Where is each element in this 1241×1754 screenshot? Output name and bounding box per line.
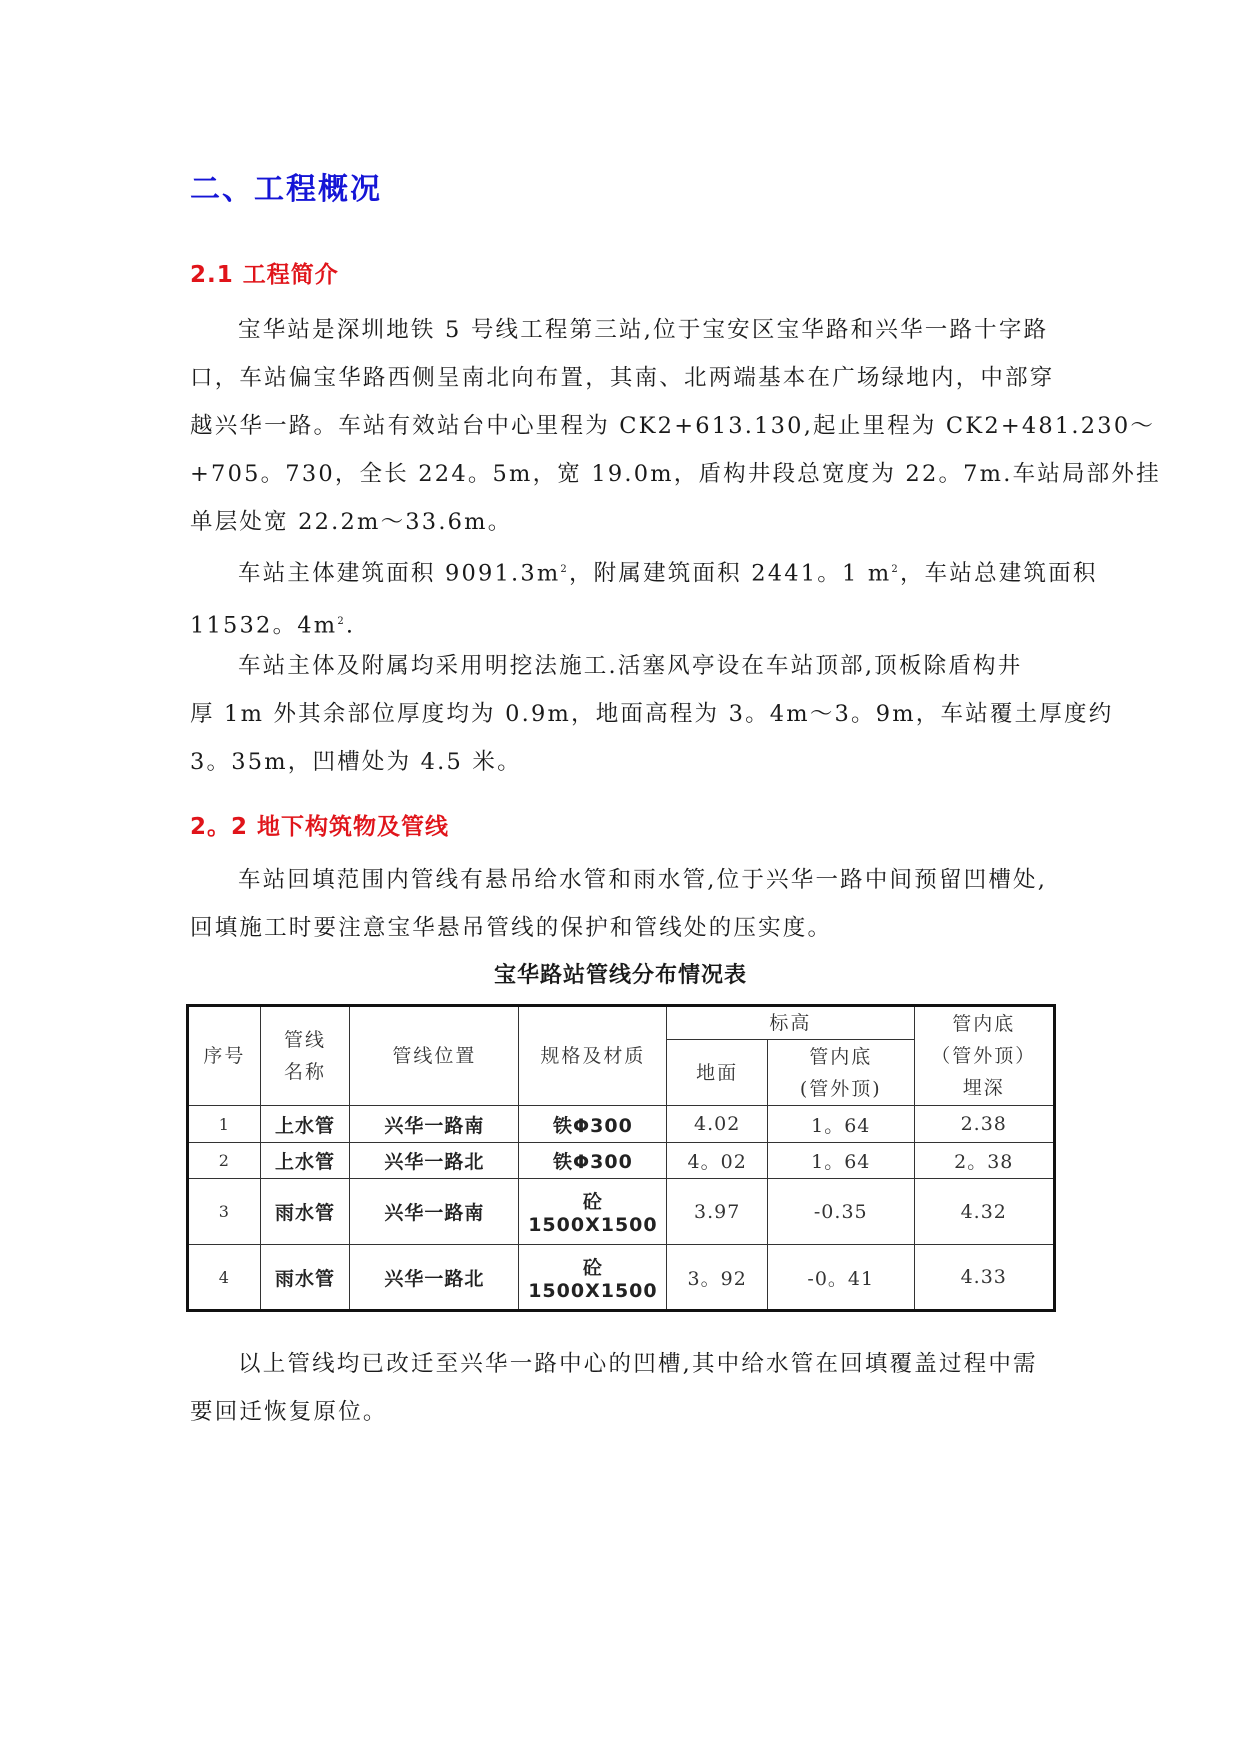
text-line	[190, 546, 1098, 598]
cell-spec: 铁Φ300	[519, 1143, 667, 1179]
cell-location: 兴华一路北	[350, 1143, 519, 1179]
cell-spec: 铁Φ300	[519, 1106, 667, 1143]
header-name	[260, 1006, 350, 1106]
cell-ground: 3。92	[667, 1245, 768, 1311]
text-fragment: .	[345, 612, 356, 638]
text-line: 以上管线均已改迁至兴华一路中心的凹槽,其中给水管在回填覆盖过程中需	[238, 1351, 1038, 1377]
cell-name: 雨水管	[260, 1179, 350, 1245]
table-row	[188, 1245, 1055, 1311]
cell-inner: -0。41	[768, 1245, 914, 1311]
text-fragment: ，附属建筑面积 2441。1 m	[568, 560, 892, 587]
cell-ground: 3.97	[667, 1179, 768, 1245]
spec-size: 1500X1500	[528, 1214, 658, 1236]
text-line: 越兴华一路。车站有效站台中心里程为 CK2+613.130,起止里程为 CK2+481.230～	[190, 413, 1156, 439]
cell-location: 兴华一路南	[350, 1179, 519, 1245]
text-line: +705。730，全长 224。5m，宽 19.0m，盾构井段总宽度为 22。7m.车站局部外挂	[190, 461, 1161, 487]
text-line: 单层处宽 22.2m～33.6m。	[190, 509, 513, 535]
cell-depth: 4.32	[914, 1179, 1055, 1245]
cell-seq: 1	[188, 1106, 261, 1143]
header-ground: 地面	[667, 1040, 768, 1106]
cell-inner: -0.35	[768, 1179, 914, 1245]
cell-seq: 2	[188, 1143, 261, 1179]
cell-spec	[519, 1179, 667, 1245]
header-depth	[914, 1006, 1055, 1106]
table-row	[188, 1179, 1055, 1245]
table-header-row	[188, 1006, 1055, 1040]
header-text: (管外顶)	[799, 1077, 882, 1100]
superscript: 2	[891, 564, 900, 575]
header-location: 管线位置	[350, 1006, 519, 1106]
paragraph-pipelines	[190, 856, 1052, 952]
text-line: 宝华站是深圳地铁 5 号线工程第三站,位于宝安区宝华路和兴华一路十字路	[238, 317, 1049, 343]
text-fragment: 车站主体建筑面积 9091.3m	[238, 560, 561, 587]
cell-seq: 3	[188, 1179, 261, 1245]
table-row	[188, 1106, 1055, 1143]
superscript: 2	[560, 564, 569, 575]
chapter-heading: 二、工程概况	[190, 172, 382, 207]
text-line: 厚 1m 外其余部位厚度均为 0.9m，地面高程为 3。4m～3。9m，车站覆土厚度约	[190, 701, 1114, 727]
section-heading-2-1: 2.1 工程简介	[190, 262, 339, 288]
text-line: 车站主体及附属均采用明挖法施工.活塞风亭设在车站顶部,顶板除盾构井	[238, 653, 1023, 679]
header-seq: 序号	[188, 1006, 261, 1106]
cell-ground: 4。02	[667, 1143, 768, 1179]
cell-depth: 2。38	[914, 1143, 1055, 1179]
cell-name: 雨水管	[260, 1245, 350, 1311]
cell-name: 上水管	[260, 1106, 350, 1143]
paragraph-relocation	[190, 1340, 1052, 1436]
text-line: 回填施工时要注意宝华悬吊管线的保护和管线处的压实度。	[190, 915, 833, 941]
cell-inner: 1。64	[768, 1106, 914, 1143]
cell-seq: 4	[188, 1245, 261, 1311]
cell-name: 上水管	[260, 1143, 350, 1179]
header-text: 管线	[284, 1029, 327, 1051]
header-spec: 规格及材质	[519, 1006, 667, 1106]
paragraph-intro	[190, 306, 1161, 546]
paragraph-area	[190, 546, 1098, 649]
header-inner	[768, 1040, 914, 1106]
spec-material: 砼	[582, 1191, 603, 1213]
text-fragment: ，车站总建筑面积	[899, 560, 1098, 587]
header-text: （管外顶）	[931, 1045, 1037, 1067]
cell-ground: 4.02	[667, 1106, 768, 1143]
header-text: 埋深	[962, 1077, 1005, 1099]
section-heading-2-2: 2。2 地下构筑物及管线	[190, 814, 450, 840]
cell-spec	[519, 1245, 667, 1311]
superscript: 2	[337, 615, 346, 627]
text-line: 车站回填范围内管线有悬吊给水管和雨水管,位于兴华一路中间预留凹槽处,	[238, 867, 1048, 893]
header-text: 名称	[284, 1061, 327, 1083]
cell-location: 兴华一路南	[350, 1106, 519, 1143]
text-line: 要回迁恢复原位。	[190, 1399, 388, 1425]
table-title: 宝华路站管线分布情况表	[493, 963, 747, 988]
text-line: 3。35m，凹槽处为 4.5 米。	[190, 749, 522, 775]
paragraph-construction	[190, 642, 1114, 786]
text-line: 口，车站偏宝华路西侧呈南北向布置，其南、北两端基本在广场绿地内，中部穿	[190, 365, 1055, 391]
table-row	[188, 1143, 1055, 1179]
cell-depth: 4.33	[914, 1245, 1055, 1311]
pipeline-table	[186, 1004, 1056, 1312]
header-text: 管内底	[952, 1013, 1016, 1035]
header-elevation: 标高	[667, 1006, 914, 1040]
cell-depth: 2.38	[914, 1106, 1055, 1143]
spec-size: 1500X1500	[528, 1279, 658, 1302]
cell-inner: 1。64	[768, 1143, 914, 1179]
text-fragment: 11532。4m	[190, 612, 338, 638]
header-text: 管内底	[809, 1045, 873, 1068]
cell-location: 兴华一路北	[350, 1245, 519, 1311]
spec-material: 砼	[582, 1256, 603, 1279]
